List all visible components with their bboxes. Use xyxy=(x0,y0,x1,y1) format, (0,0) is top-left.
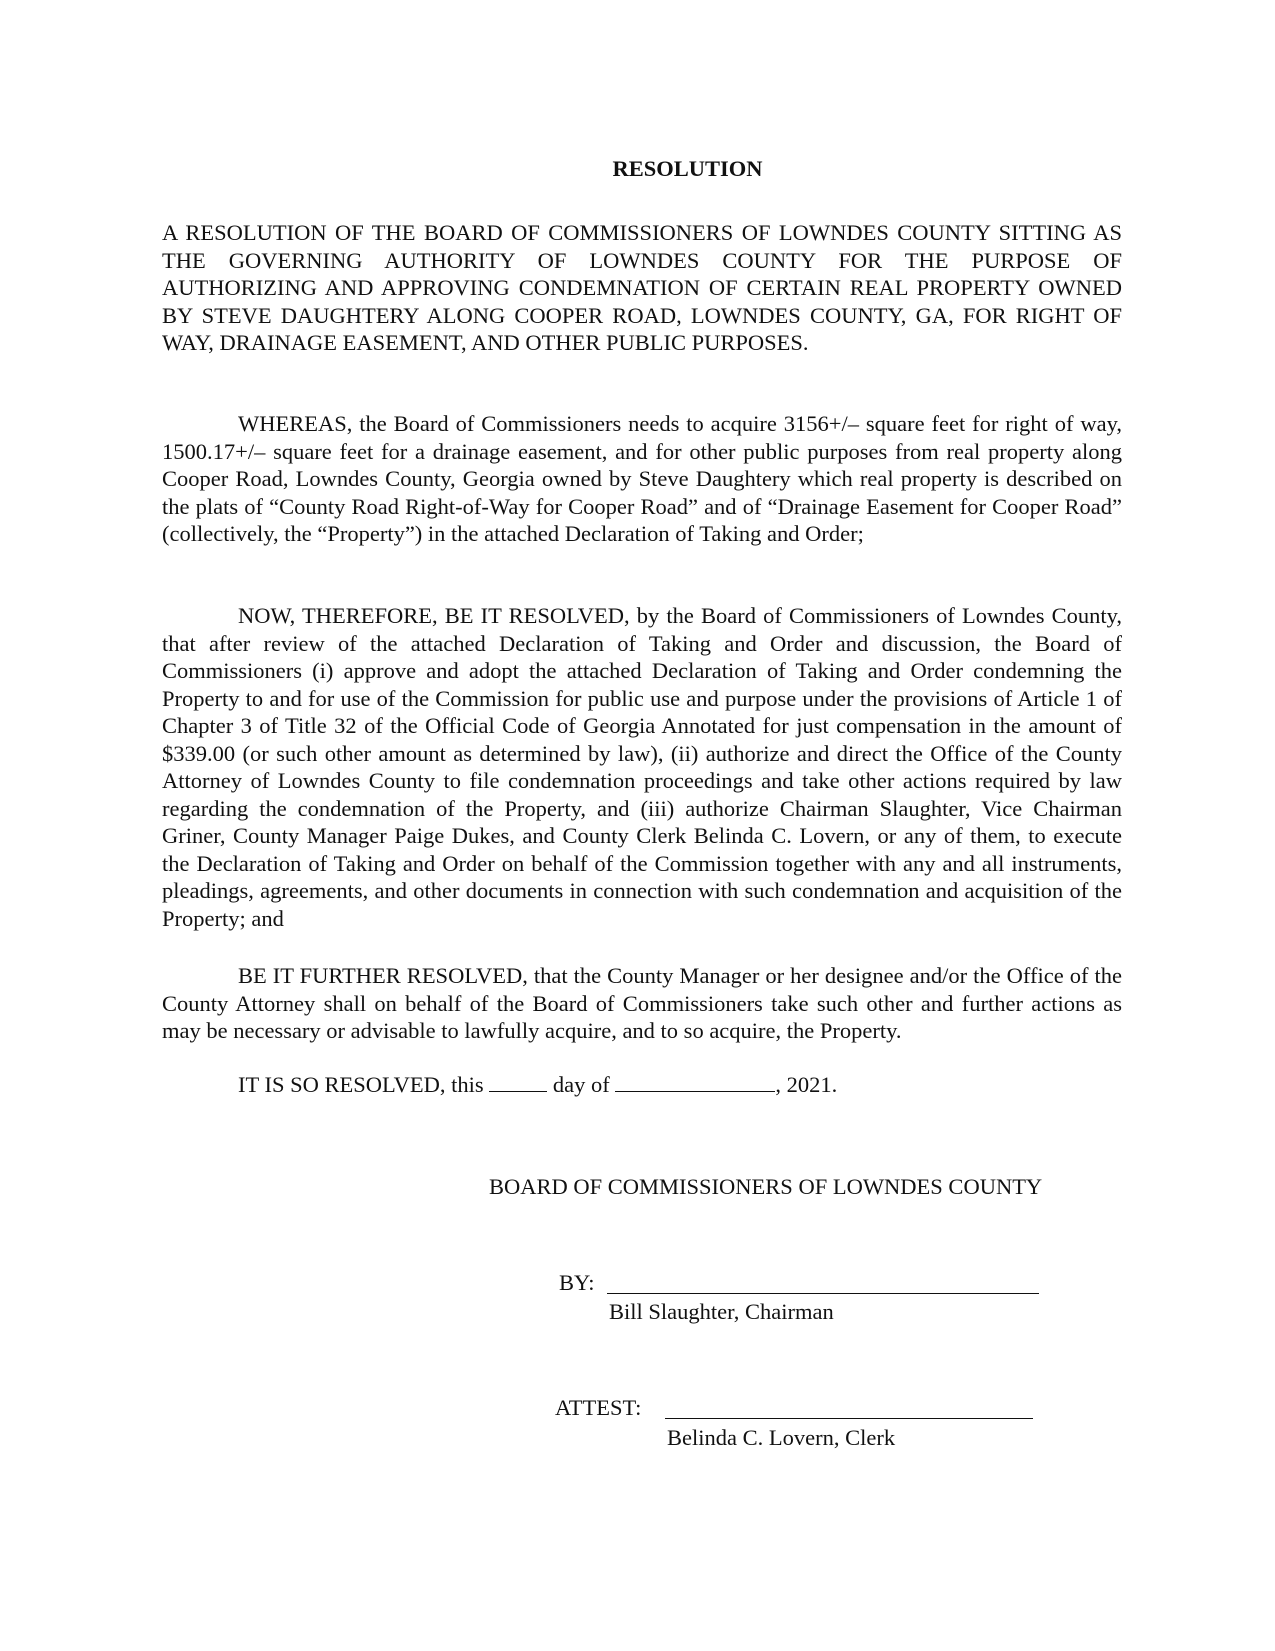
now-therefore-paragraph: NOW, THEREFORE, BE IT RESOLVED, by the Board of Commissioners of Lowndes County, that after review of the attached Declaration of Taking and Order and discussion, the Board of Commissioners (i) approve and adopt the attached Declaration of Taking and Order condemning the Property to and for use of the Commission for public use and purpose under the provisions of Article 1 of Chapter 3 of Title 32 of the Official Code of Georgia Annotated for just compensation in the amount of $339.00 (or such other amount as determined by law), (ii) authorize and direct the Office of the County Attorney of Lowndes County to file condemnation proceedings and take other actions required by law regarding the condemnation of the Property, and (iii) authorize Chairman Slaughter, Vice Chairman Griner, County Manager Paige Dukes, and County Clerk Belinda C. Lovern, or any of them, to execute the Declaration of Taking and Order on behalf of the Commission together with any and all instruments, pleadings, agreements, and other documents in connection with such condemnation and acquisition of the Property; and xyxy=(162,603,1122,931)
resolution-caption: A RESOLUTION OF THE BOARD OF COMMISSIONERS OF LOWNDES COUNTY SITTING AS THE GOVERNING AUTHORITY OF LOWNDES COUNTY FOR THE PURPOSE OF AUTHORIZING AND APPROVING CONDEMNATION OF CERTAIN REAL PROPERTY OWNED BY STEVE DAUGHTERY ALONG COOPER ROAD, LOWNDES COUNTY, GA, FOR RIGHT OF WAY, DRAINAGE EASEMENT, AND OTHER PUBLIC PURPOSES. xyxy=(162,220,1122,355)
whereas-paragraph: WHEREAS, the Board of Commissioners needs to acquire 3156+/– square feet for right of way, 1500.17+/– square feet for a drainage easement, and for other public purposes from real property along Cooper Road, Lowndes County, Georgia owned by Steve Daughtery which real property is described on the plats of “County Road Right-of-Way for Cooper Road” and of “Drainage Easement for Cooper Road” (collectively, the “Property”) in the attached Declaration of Taking and Order; xyxy=(162,411,1122,546)
attest-label: ATTEST: xyxy=(555,1395,642,1420)
resolved-prefix: IT IS SO RESOLVED, this xyxy=(238,1072,484,1097)
clerk-name: Belinda C. Lovern, Clerk xyxy=(667,1425,896,1450)
clerk-signature-line xyxy=(665,1418,1033,1419)
month-blank xyxy=(615,1071,775,1092)
by-label: BY: xyxy=(559,1270,595,1295)
resolved-date-line xyxy=(238,1071,837,1099)
chairman-signature-line xyxy=(607,1293,1039,1294)
resolved-middle: day of xyxy=(552,1072,610,1097)
further-resolved-paragraph: BE IT FURTHER RESOLVED, that the County Manager or her designee and/or the Office of the County Attorney shall on behalf of the Board of Commissioners take such other and further actions as may be necessary or advisable to lawfully acquire, and to so acquire, the Property. xyxy=(162,963,1122,1043)
resolved-suffix: , 2021. xyxy=(775,1072,838,1097)
chairman-name: Bill Slaughter, Chairman xyxy=(609,1299,834,1324)
document-title: RESOLUTION xyxy=(612,156,763,181)
board-name: BOARD OF COMMISSIONERS OF LOWNDES COUNTY xyxy=(489,1174,1043,1199)
day-blank xyxy=(489,1071,547,1092)
